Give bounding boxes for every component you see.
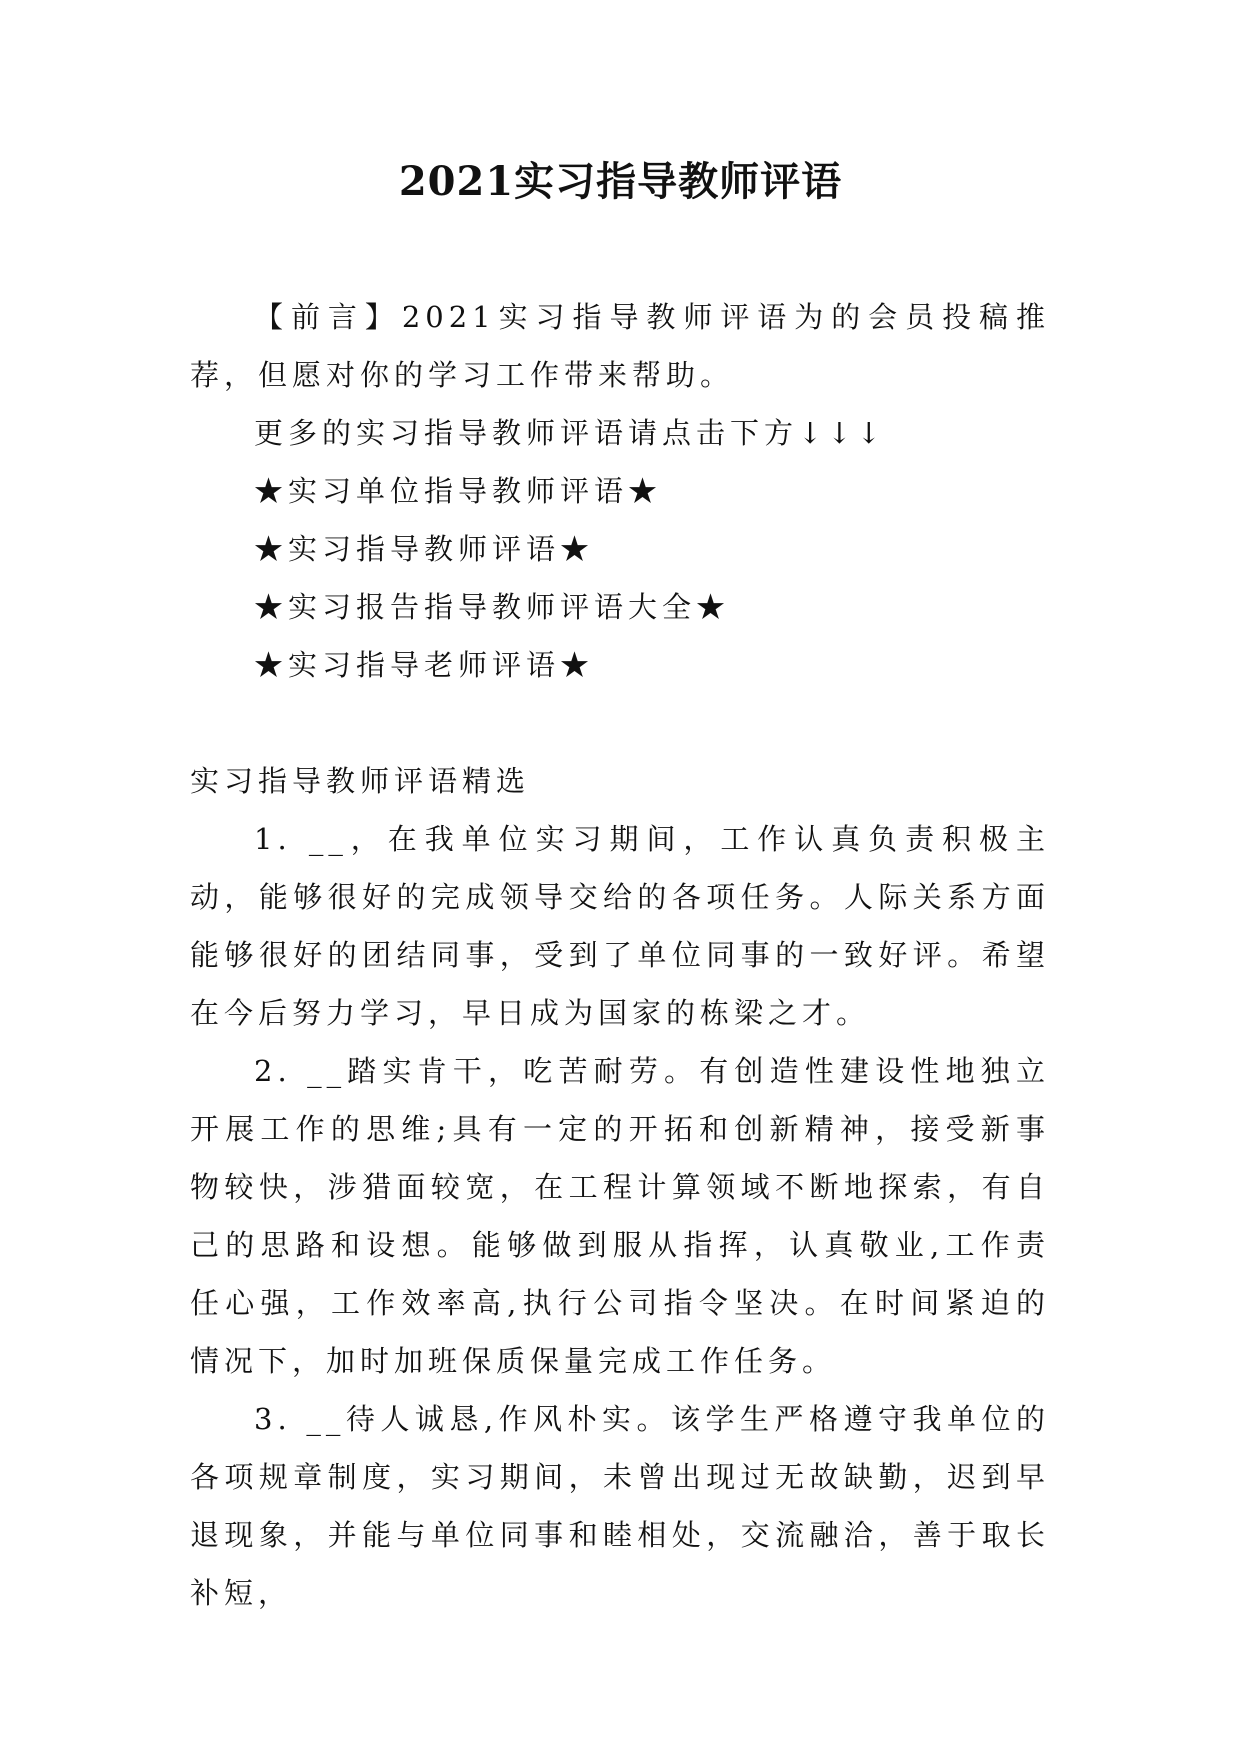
related-link-1[interactable]: ★实习单位指导教师评语★ [254,474,663,508]
comment-item-1: 1. __，在我单位实习期间，工作认真负责积极主动，能够很好的完成领导交给的各项任务。人际关系方面能够很好的团结同事，受到了单位同事的一致好评。希望在今后努力学习，早日成为国家的栋梁之才。 [190,822,1050,1030]
document-body [190,288,1050,1622]
section-heading: 实习指导教师评语精选 [190,764,531,798]
comment-item-2: 2. __踏实肯干，吃苦耐劳。有创造性建设性地独立开展工作的思维;具有一定的开拓和创新精神，接受新事物较快，涉猎面较宽，在工程计算领域不断地探索，有自己的思路和设想。能够做到服从指挥，认真敬业,工作责任心强，工作效率高,执行公司指令坚决。在时间紧迫的情况下，加时加班保质保量完成工作任务。 [190,1054,1050,1378]
related-link-3[interactable]: ★实习报告指导教师评语大全★ [254,590,731,624]
paragraph-spacer [190,694,1050,752]
preface-paragraph: 【前言】2021实习指导教师评语为的会员投稿推荐，但愿对你的学习工作带来帮助。 [190,300,1050,392]
more-prompt: 更多的实习指导教师评语请点击下方↓↓↓ [254,416,886,450]
document-title: 2021实习指导教师评语 [398,158,843,205]
comment-item-3: 3. __待人诚恳,作风朴实。该学生严格遵守我单位的各项规章制度，实习期间，未曾出现过无故缺勤，迟到早退现象，并能与单位同事和睦相处，交流融洽，善于取长补短， [190,1402,1050,1610]
related-link-2[interactable]: ★实习指导教师评语★ [254,532,595,566]
related-link-4[interactable]: ★实习指导老师评语★ [254,648,595,682]
